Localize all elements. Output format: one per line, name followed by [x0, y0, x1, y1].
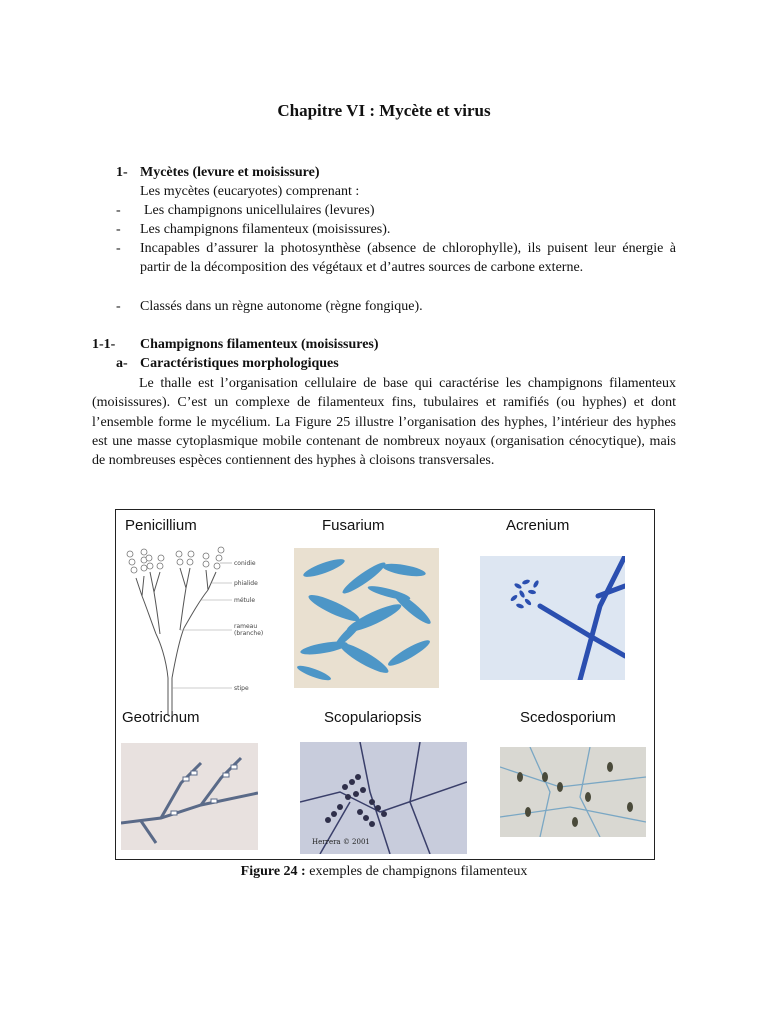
section-number: 1-: [116, 165, 128, 180]
scopulariopsis-photo: [300, 742, 467, 854]
bullet-marker: -: [116, 222, 121, 237]
figure-label-fusarium: Fusarium: [322, 517, 385, 534]
caption-text: exemples de champignons filamenteux: [305, 864, 528, 879]
subsubsection-heading: Caractéristiques morphologiques: [140, 356, 339, 371]
figure-panel: [115, 509, 655, 860]
figure-label-geotrichum: Geotrichum: [122, 709, 200, 726]
penicillium-part-label: stipe: [234, 685, 249, 692]
figure-label-penicillium: Penicillium: [125, 517, 197, 534]
figure-caption: [0, 864, 768, 880]
penicillium-drawing: [120, 538, 268, 718]
bullet-marker: -: [116, 203, 121, 218]
figure-label-scedosporium: Scedosporium: [520, 709, 616, 726]
bullet-marker: -: [116, 299, 121, 314]
figure-label-acrenium: Acrenium: [506, 517, 570, 534]
fusarium-photo: [294, 548, 439, 688]
penicillium-part-label: conidie: [234, 560, 256, 567]
figure-label-scopulariopsis: Scopulariopsis: [324, 709, 422, 726]
penicillium-part-label: phialide: [234, 580, 258, 587]
caption-label: Figure 24 :: [240, 864, 306, 879]
bullet-item: Les champignons filamenteux (moisissures).: [140, 222, 391, 237]
penicillium-part-label: rameau: [234, 623, 258, 630]
section-heading: Mycètes (levure et moisissure): [140, 165, 320, 180]
penicillium-part-label: (branche): [234, 630, 264, 637]
body-paragraph: Le thalle est l’organisation cellulaire de base qui caractérise les champignons filamenteux (moisissures). C’est un complexe de filamenteux fins, tubulaires et ramifiés (ou hyphes) et dont l’ensemble forme le mycélium. La Figure 25 illustre l’organisation des hyphes, l’intérieur des hyphes est une masse cytoplasmique mobile contenant de nombreux noyaux (organisation cénocytique), mais de nombreuses espèces contiennent des hyphes à cloisons transversales.: [92, 376, 676, 469]
bullet-marker: -: [116, 241, 121, 256]
bullet-item: Incapables d’assurer la photosynthèse (absence de chlorophylle), ils puisent leur énergie à partir de la décomposition des végétaux et d’autres sources de carbone externe.: [140, 241, 676, 276]
bullet-item: Classés dans un règne autonome (règne fongique).: [140, 299, 423, 314]
subsubsection-number: a-: [116, 356, 128, 371]
bullet-item: Les champignons unicellulaires (levures): [144, 203, 375, 218]
figure-watermark: Herrera © 2001: [312, 838, 370, 846]
geotrichum-photo: [121, 743, 258, 850]
acrenium-photo: [480, 556, 625, 680]
subsection-heading: Champignons filamenteux (moisissures): [140, 337, 379, 352]
penicillium-part-label: métule: [234, 597, 256, 604]
section-intro: Les mycètes (eucaryotes) comprenant :: [140, 184, 360, 199]
scedosporium-photo: [500, 747, 646, 837]
subsection-number: 1-1-: [92, 337, 116, 352]
page-title: Chapitre VI : Mycète et virus: [277, 101, 491, 120]
